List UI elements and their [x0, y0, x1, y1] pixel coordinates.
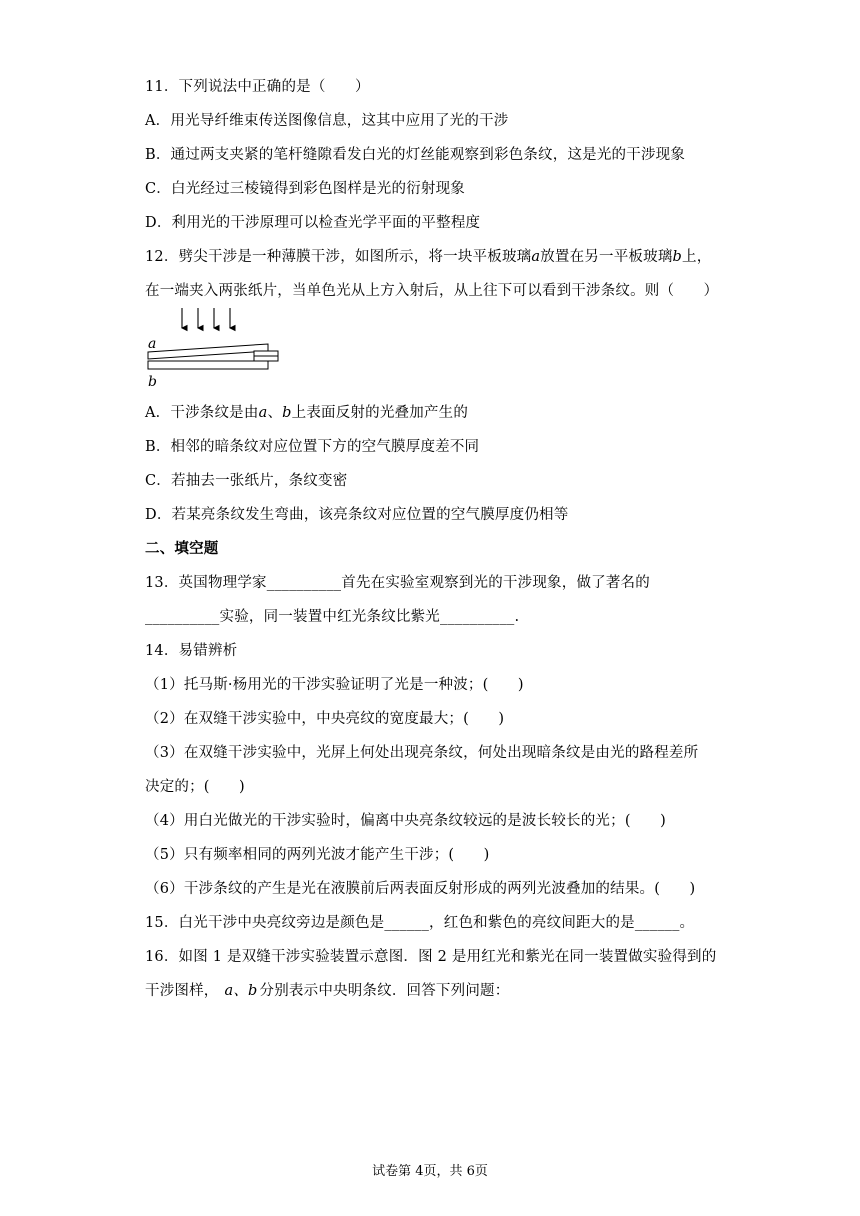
q11-option-c: C．白光经过三棱镜得到彩色图样是光的衍射现象 — [145, 181, 465, 197]
q16-line2-ab: a、b — [224, 983, 258, 999]
q14-stem: 14．易错辨析 — [145, 643, 238, 659]
q12-option-a-var-b: b — [282, 405, 292, 421]
q16-line2-part2: 分别表示中央明条纹．回答下列问题： — [259, 983, 510, 999]
q12-stem-line2: 在一端夹入两张纸片，当单色光从上方入射后，从上往下可以看到干涉条纹。则（ ） — [145, 283, 719, 299]
q14-item-4: （4）用白光做光的干涉实验时，偏离中央亮条纹较远的是波长较长的光；( ) — [145, 813, 666, 829]
q12-option-a-part2: 、 — [267, 405, 283, 421]
page-footer: 试卷第 4页，共 6页 — [372, 1164, 488, 1179]
q15-line: 15．白光干涉中央亮纹旁边是颜色是______，红色和紫色的亮纹间距大的是______。 — [145, 915, 695, 931]
label-b: b — [148, 374, 157, 390]
q13-line1: 13．英国物理学家__________首先在实验室观察到光的干涉现象，做了著名的 — [145, 575, 650, 591]
q12-option-c: C．若抽去一张纸片，条纹变密 — [145, 473, 348, 489]
q14-item-5: （5）只有频率相同的两列光波才能产生干涉；( ) — [145, 847, 490, 863]
q12-stem-part2: 放置在另一平板玻璃 — [540, 249, 673, 265]
q13-line2: __________实验，同一装置中红光条纹比紫光__________. — [145, 609, 520, 625]
q12-var-b: b — [672, 249, 683, 265]
q16-line1: 16．如图 1 是双缝干涉实验装置示意图．图 2 是用红光和紫光在同一装置做实验得到的 — [145, 949, 717, 965]
glass-plate-b — [148, 361, 268, 369]
q14-item-2: （2）在双缝干涉实验中，中央亮纹的宽度最大；( ) — [145, 711, 505, 727]
section-title: 二、填空题 — [145, 540, 219, 557]
q12-option-a — [145, 401, 468, 422]
q16-line2-part1: 干涉图样， — [145, 983, 219, 999]
q12-option-a-var-a: a — [258, 405, 268, 421]
q11-option-b: B．通过两支夹紧的笔杆缝隙看发白光的灯丝能观察到彩色条纹，这是光的干涉现象 — [145, 147, 686, 163]
glass-plate-a — [148, 344, 268, 359]
q14-item-3-line2: 决定的；( ) — [145, 779, 245, 795]
incident-light-arrows — [182, 308, 230, 328]
paper-spacer-bottom — [254, 356, 278, 361]
q12-stem-line1 — [145, 245, 711, 266]
q12-stem-part1: 12．劈尖干涉是一种薄膜干涉，如图所示，将一块平板玻璃 — [145, 249, 532, 265]
q12-option-d: D．若某亮条纹发生弯曲，该亮条纹对应位置的空气膜厚度仍相等 — [145, 507, 569, 523]
q12-var-a: a — [531, 249, 541, 265]
label-a: a — [148, 336, 157, 352]
q16-line2 — [145, 979, 509, 1000]
q11-option-a: A．用光导纤维束传送图像信息，这其中应用了光的干涉 — [145, 113, 509, 129]
q14-item-1: （1）托马斯·杨用光的干涉实验证明了光是一种波；( ) — [145, 677, 524, 693]
q14-item-6: （6）干涉条纹的产生是光在液膜前后两表面反射形成的两列光波叠加的结果。( ) — [145, 881, 696, 897]
wedge-interference-figure — [140, 300, 290, 392]
q12-option-a-part3: 上表面反射的光叠加产生的 — [291, 405, 469, 421]
q11-stem: 11．下列说法中正确的是（ ） — [145, 79, 370, 95]
paper-spacer-top — [254, 351, 278, 356]
q12-option-b: B．相邻的暗条纹对应位置下方的空气膜厚度差不同 — [145, 439, 480, 455]
q12-stem-part3: 上， — [682, 249, 712, 265]
q11-option-d: D．利用光的干涉原理可以检查光学平面的平整程度 — [145, 215, 481, 231]
q12-option-a-part1: A．干涉条纹是由 — [145, 405, 259, 421]
q14-item-3-line1: （3）在双缝干涉实验中，光屏上何处出现亮条纹，何处出现暗条纹是由光的路程差所 — [145, 745, 699, 761]
